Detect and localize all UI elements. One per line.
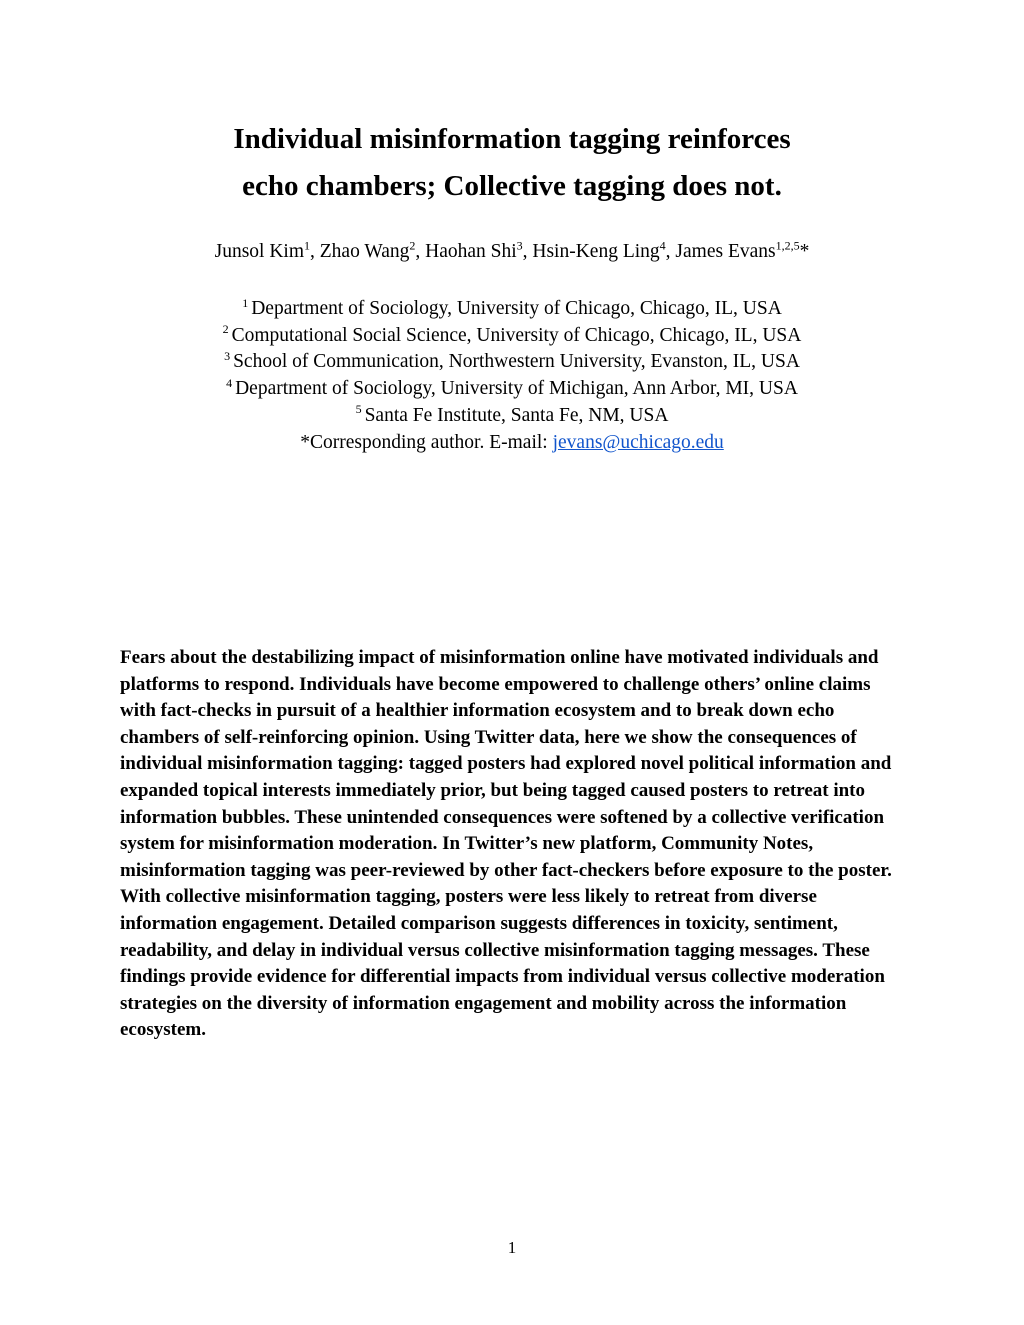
author-byline	[0, 238, 1024, 263]
affiliation-superscript: 3	[224, 348, 231, 363]
author-name: Haohan Shi	[425, 241, 517, 262]
affiliation-line	[0, 376, 1024, 403]
affiliation-line	[0, 296, 1024, 323]
author-superscript: 1,2,5	[775, 238, 800, 253]
correspondence-prefix: *Corresponding author. E-mail:	[300, 431, 553, 453]
affiliation-text: Department of Sociology, University of Michigan, Ann Arbor, MI, USA	[235, 378, 798, 400]
email-link[interactable]: jevans@uchicago.edu	[552, 431, 724, 453]
author-superscript: 1	[304, 238, 311, 253]
author-separator: ,	[522, 241, 533, 262]
affiliation-line	[0, 323, 1024, 350]
author-name: Hsin-Keng Ling	[532, 241, 660, 262]
page-number: 1	[507, 1238, 517, 1257]
affiliation-superscript: 5	[355, 402, 362, 417]
affiliations-block	[0, 296, 1024, 456]
affiliation-superscript: 1	[242, 295, 249, 310]
author-superscript: 4	[659, 238, 666, 253]
correspondence-line	[0, 430, 1024, 457]
affiliation-text: Department of Sociology, University of Chicago, Chicago, IL, USA	[251, 298, 782, 319]
abstract-paragraph: Fears about the destabilizing impact of misinformation online have motivated individuals and platforms to respond. Individuals have become empowered to challenge others’ online claims with fact-checks in pursuit of a healthier information ecosystem and to break down echo chambers of self-reinforcing opinion. Using Twitter data, here we show the consequences of individual misinformation tagging: tagged posters had explored novel political information and expanded topical interests immediately prior, but being tagged caused posters to retreat into information bubbles. These unintended consequences were softened by a collective verification system for misinformation moderation. In Twitter’s new platform, Community Notes, misinformation tagging was peer-reviewed by other fact-checkers before exposure to the poster. With collective misinformation tagging, posters were less likely to retreat from diverse information engagement. Detailed comparison suggests differences in toxicity, sentiment, readability, and delay in individual versus collective misinformation tagging messages. These findings provide evidence for differential impacts from individual versus collective moderation strategies on the diversity of information engagement and mobility across the information ecosystem.	[120, 647, 892, 1041]
paper-title-line1: Individual misinformation tagging reinforces	[233, 123, 791, 155]
affiliation-line	[0, 403, 1024, 430]
author-separator: ,	[310, 241, 320, 262]
affiliation-text: School of Communication, Northwestern University, Evanston, IL, USA	[233, 351, 800, 373]
author-name: James Evans	[675, 241, 776, 262]
affiliation-superscript: 4	[226, 375, 233, 390]
paper-title	[0, 116, 1024, 210]
author-name: Zhao Wang	[319, 241, 410, 262]
corresponding-author-asterisk: *	[799, 241, 810, 262]
author-separator: ,	[415, 241, 426, 262]
author-name: Junsol Kim	[214, 241, 305, 262]
affiliation-line	[0, 349, 1024, 376]
affiliation-superscript: 2	[222, 322, 229, 337]
affiliation-text: Santa Fe Institute, Santa Fe, NM, USA	[364, 404, 669, 426]
author-separator: ,	[665, 241, 676, 262]
paper-title-line2: echo chambers; Collective tagging does not.	[242, 169, 782, 202]
affiliation-text: Computational Social Science, University of Chicago, Chicago, IL, USA	[231, 324, 802, 346]
author-superscript: 2	[409, 238, 416, 253]
author-superscript: 3	[516, 238, 523, 253]
